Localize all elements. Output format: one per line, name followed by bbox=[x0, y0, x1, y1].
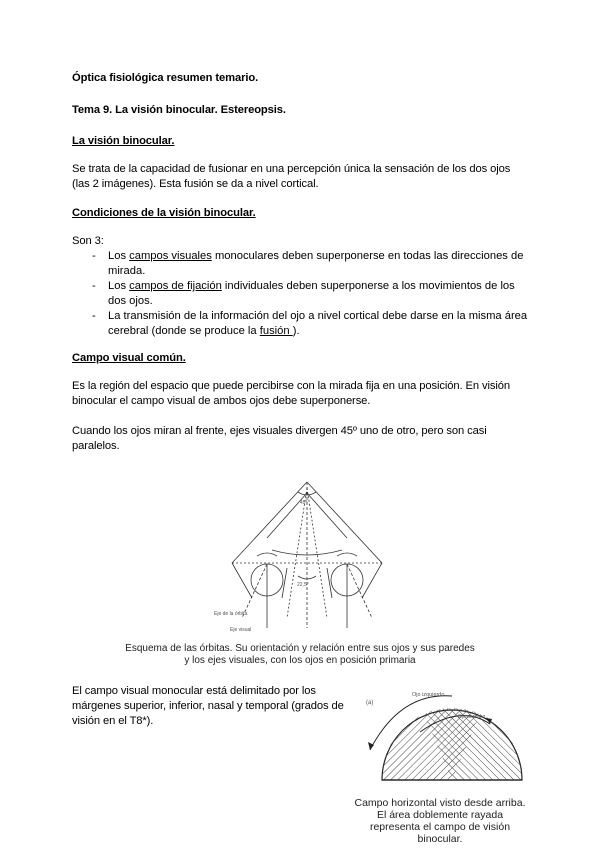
figure2-caption-line3: representa el campo de visión bbox=[369, 821, 511, 833]
section-heading-campo-visual: Campo visual común. bbox=[72, 352, 186, 364]
topic-title: Tema 9. La visión binocular. Estereopsis. bbox=[72, 104, 286, 116]
label-right-eye: Ojo derecho bbox=[458, 714, 486, 720]
label-orbit-axis: Eje de la órbita bbox=[214, 611, 248, 617]
list-item: - Los campos de fijación individuales deben superponerse a los movimientos de los dos ojos. bbox=[92, 280, 515, 307]
dash-bullet: - bbox=[92, 250, 96, 262]
angle-label-mid: 22,5° bbox=[297, 582, 309, 588]
link-campos-visuales[interactable]: campos visuales bbox=[129, 250, 212, 262]
section-heading-binocular: La visión binocular. bbox=[72, 135, 175, 147]
paragraph-line: El campo visual monocular está delimitado por los bbox=[72, 685, 316, 697]
dash-bullet: - bbox=[92, 280, 96, 292]
paragraph-line: visión en el T8*). bbox=[72, 715, 154, 727]
paragraph-line: márgenes superior, inferior, nasal y temporal (grados de bbox=[72, 700, 344, 712]
paragraph-line: Es la región del espacio que puede percibirse con la mirada fija en una posición. En visión bbox=[72, 380, 511, 392]
link-campos-fijacion[interactable]: campos de fijación bbox=[129, 280, 222, 292]
figure2-tag: (a) bbox=[366, 700, 374, 706]
section-heading-conditions: Condiciones de la visión binocular. bbox=[72, 207, 256, 219]
conditions-list bbox=[92, 249, 532, 339]
doc-title: Óptica fisiológica resumen temario. bbox=[72, 72, 259, 84]
label-left-eye: Ojo izquierdo bbox=[412, 692, 445, 698]
angle-label-top: 45° bbox=[300, 500, 308, 506]
paragraph-line: (las 2 imágenes). Esta fusión se da a nivel cortical. bbox=[72, 178, 319, 190]
paragraph-line: binocular el campo visual de ambos ojos debe superponerse. bbox=[72, 395, 371, 407]
figure2-caption-line1: Campo horizontal visto desde arriba. bbox=[354, 797, 526, 809]
figure1-caption-line1: Esquema de las órbitas. Su orientación y relación entre sus ojos y sus paredes bbox=[125, 643, 475, 654]
visual-field-figure bbox=[360, 690, 540, 790]
paragraph-line: Se trata de la capacidad de fusionar en una percepción única la sensación de los dos ojos bbox=[72, 163, 511, 175]
dash-bullet: - bbox=[92, 310, 96, 322]
figure2-caption-line2: El área doblemente rayada bbox=[376, 809, 504, 821]
figure2-caption-line4: binocular. bbox=[417, 833, 463, 845]
list-intro: Son 3: bbox=[72, 235, 104, 247]
paragraph-line: paralelos. bbox=[72, 440, 120, 452]
list-item: - La transmisión de la información del ojo a nivel cortical debe darse en la misma área cerebral (donde se produce la fusión ). bbox=[92, 310, 528, 337]
label-visual-axis: Eje visual bbox=[230, 627, 252, 633]
paragraph-line: Cuando los ojos miran al frente, ejes visuales divergen 45º uno de otro, pero son casi bbox=[72, 425, 487, 437]
figure1-caption-line2: y los ejes visuales, con los ojos en posición primaria bbox=[184, 655, 416, 666]
list-item: - Los campos visuales monoculares deben superponerse en todas las direcciones de mirada. bbox=[92, 250, 524, 277]
link-fusion[interactable]: fusión bbox=[259, 325, 293, 337]
orbit-scheme-figure bbox=[212, 468, 412, 638]
